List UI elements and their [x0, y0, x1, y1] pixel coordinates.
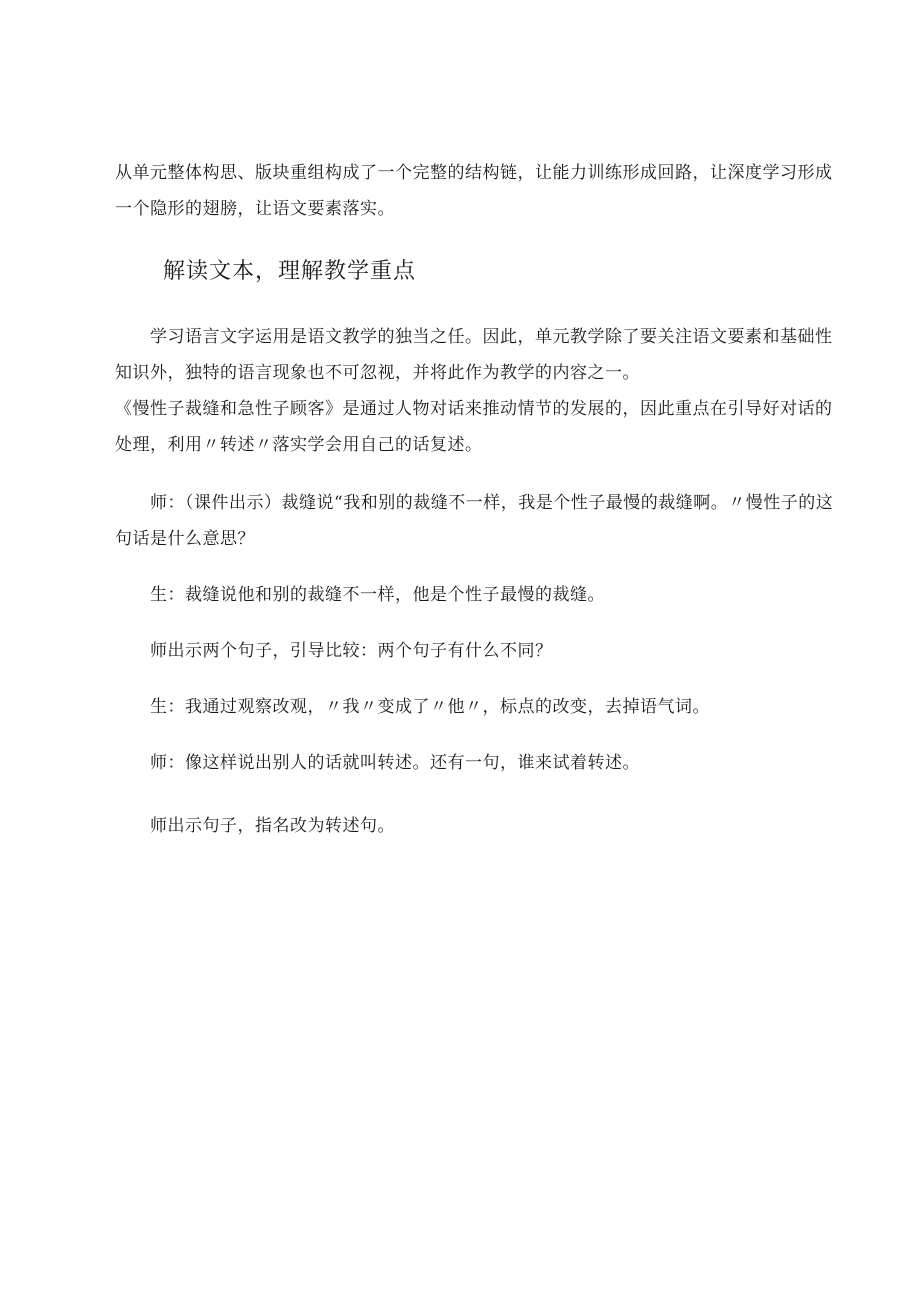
dialogue-teacher-task: 师出示句子，指名改为转述句。 [150, 816, 395, 836]
paragraph1-line-1: 学习语言文字运用是语文教学的独当之任。因此，单元教学除了要关注语文要素和基础性 [150, 327, 833, 347]
section-heading: 解读文本，理解教学重点 [163, 259, 417, 284]
intro-line-2: 一个隐形的翅膀，让语文要素落实。 [115, 199, 395, 219]
dialogue-teacher-question-line-1: 师：（课件出示）裁缝说“我和别的裁缝不一样，我是个性子最慢的裁缝啊。〃慢性子的这 [150, 493, 834, 513]
paragraph1-line-4: 处理，利用〃转述〃落实学会用自己的话复述。 [115, 435, 483, 455]
dialogue-student-answer-2: 生：我通过观察改观，〃我〃变成了〃他〃，标点的改变，去掉语气词。 [150, 697, 710, 717]
dialogue-teacher-explain: 师：像这样说出别人的话就叫转述。还有一句，谁来试着转述。 [150, 753, 640, 773]
paragraph1-line-2: 知识外，独特的语言现象也不可忽视，并将此作为教学的内容之一。 [115, 363, 640, 383]
dialogue-teacher-compare: 师出示两个句子，引导比较：两个句子有什么不同？ [150, 641, 553, 661]
dialogue-teacher-question-line-2: 句话是什么意思？ [115, 529, 255, 549]
dialogue-student-answer-1: 生：裁缝说他和别的裁缝不一样，他是个性子最慢的裁缝。 [150, 585, 605, 605]
intro-line-1: 从单元整体构思、版块重组构成了一个完整的结构链，让能力训练形成回路，让深度学习形成 [115, 163, 833, 183]
paragraph1-line-3: 《慢性子裁缝和急性子顾客》是通过人物对话来推动情节的发展的，因此重点在引导好对话的 [115, 399, 833, 419]
